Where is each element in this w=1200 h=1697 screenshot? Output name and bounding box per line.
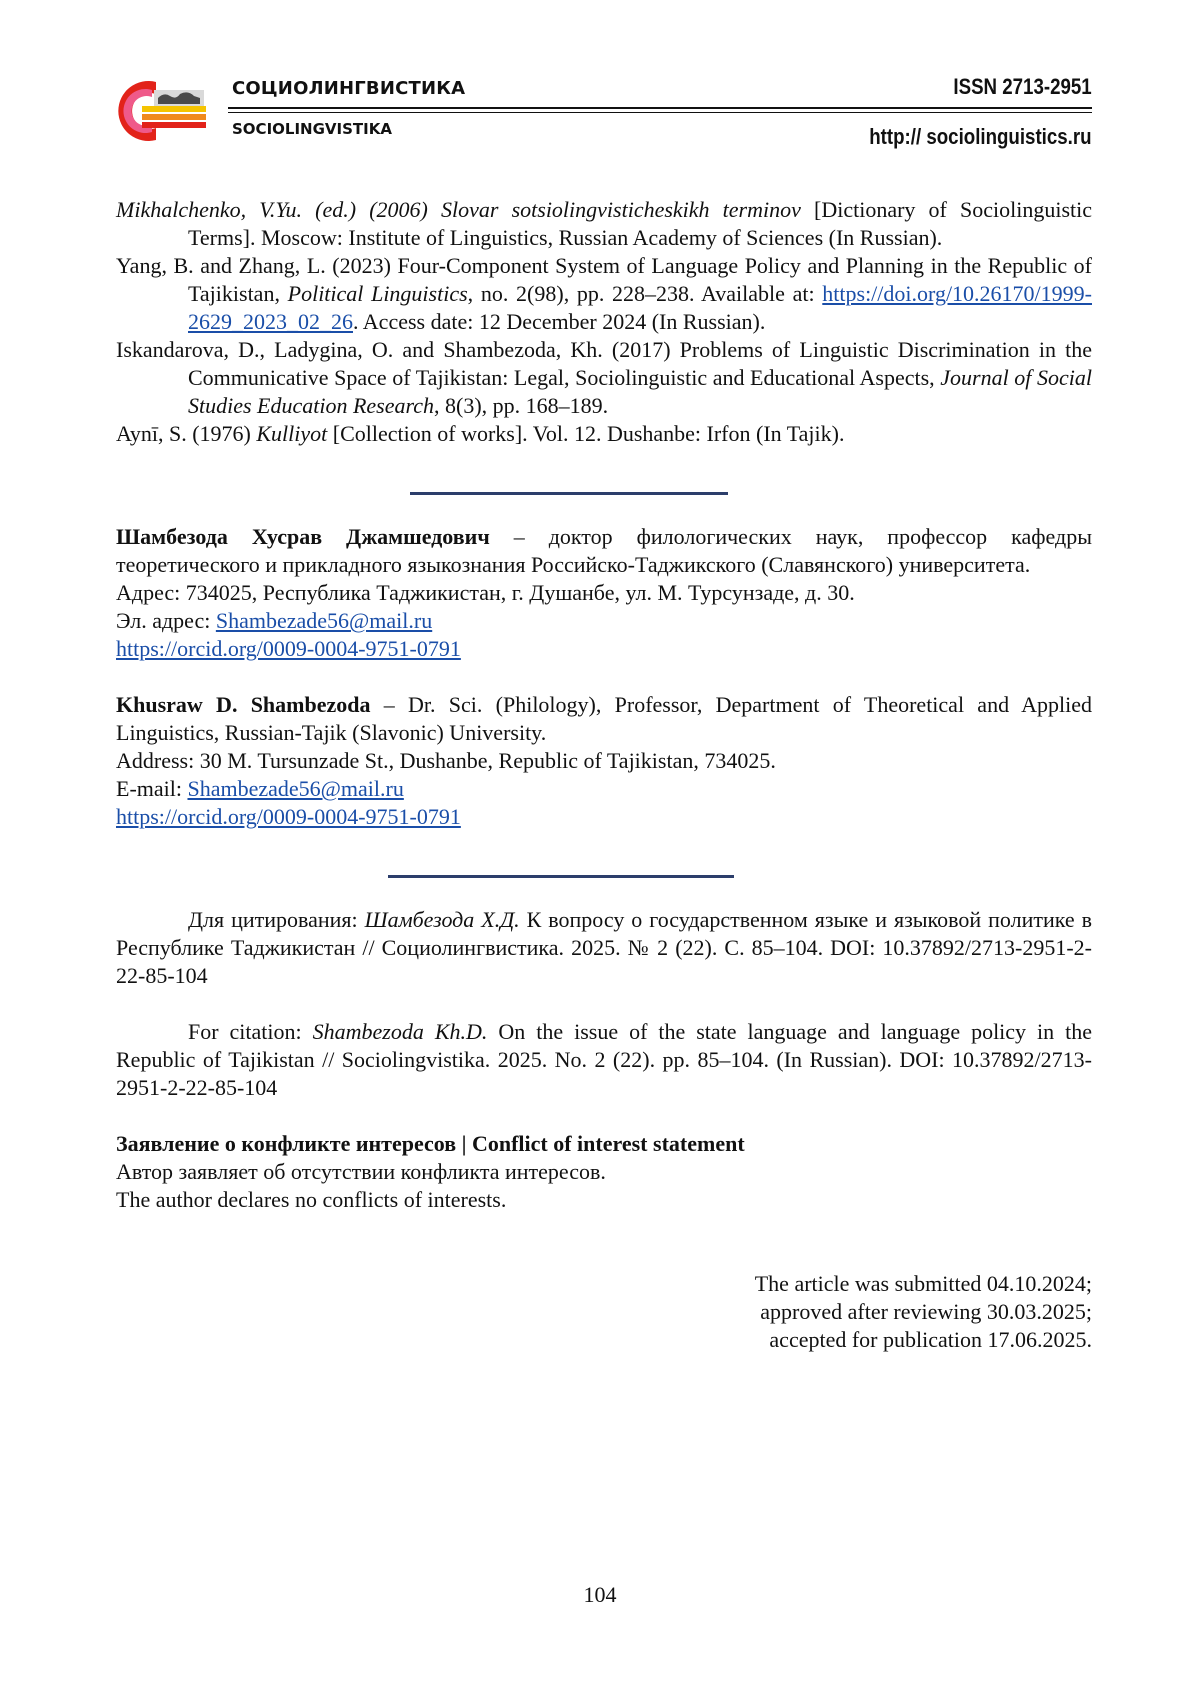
email-link[interactable]: Shambezade56@mail.ru (187, 776, 404, 801)
reference-item: Yang, B. and Zhang, L. (2023) Four-Component System of Language Policy and Planning in the Republic of Tajikistan, Political Linguistics, no. 2(98), pp. 228–238. Available at: https://doi.org/10.26170/1999-2629_2023_02_26. Access date: 12 December 2024 (In Russian). (116, 253, 1092, 334)
doi-link[interactable]: https://doi.org/10.26170/1999-2629_2023_02_26 (188, 281, 1092, 334)
orcid-link[interactable]: https://orcid.org/0009-0004-9751-0791 (116, 804, 461, 829)
email-link[interactable]: Shambezade56@mail.ru (215, 608, 433, 633)
author-email-ru: Эл. адрес: Shambezade56@mail.ru (116, 608, 433, 633)
conflict-heading: Заявление о конфликте интересов | Conflict of interest statement (116, 1131, 745, 1156)
header-rule-thin (228, 112, 1092, 113)
journal-name-en: SOCIOLINGVISTIKA (232, 120, 392, 138)
page-header (0, 0, 1200, 170)
orcid-link[interactable]: https://orcid.org/0009-0004-9751-0791 (116, 636, 461, 661)
section-separator (388, 875, 734, 878)
journal-logo-icon (108, 76, 210, 146)
reference-item: Aynī, S. (1976) Kulliyot [Collection of works]. Vol. 12. Dushanbe: Irfon (In Tajik). (116, 421, 845, 446)
header-rule (228, 107, 1092, 109)
submitted-date: The article was submitted 04.10.2024; (754, 1271, 1092, 1296)
citation-en: For citation: Shambezoda Kh.D. On the issue of the state language and language policy in the Republic of Tajikistan // Sociolingvistika. 2025. No. 2 (22). pp. 85–104. (In Russian). DOI: 10.37892/2713-2951-2-22-85-104 (116, 1019, 1093, 1100)
reference-item: Mikhalchenko, V.Yu. (ed.) (2006) Slovar sotsiolingvisticheskikh terminov [Dictionary of Sociolinguistic Terms]. Moscow: Institute of Linguistics, Russian Academy of Sciences (In Russian). (116, 197, 1093, 250)
website-url[interactable]: http:// sociolinguistics.ru (869, 124, 1092, 149)
page-number: 104 (583, 1582, 617, 1607)
conflict-text-en: The author declares no conflicts of interests. (116, 1187, 507, 1212)
author-info-ru: Шамбезода Хусрав Джамшедович – доктор филологических наук, профессор кафедры теоретического и прикладного языкознания Российско-Таджикского (Славянского) университета. (116, 524, 1092, 577)
issn: ISSN 2713-2951 (953, 74, 1092, 99)
page-content (116, 196, 1092, 1354)
journal-name-ru: СОЦИОЛИНГВИСТИКА (232, 78, 466, 99)
accepted-date: accepted for publication 17.06.2025. (769, 1327, 1092, 1352)
approved-date: approved after reviewing 30.03.2025; (760, 1299, 1092, 1324)
author-orcid-ru (116, 635, 1092, 663)
reference-item: Iskandarova, D., Ladygina, O. and Shambezoda, Kh. (2017) Problems of Linguistic Discrimination in the Communicative Space of Tajikistan: Legal, Sociolinguistic and Educational Aspects, Journal of Social Studies Education Research, 8(3), pp. 168–189. (116, 337, 1092, 418)
author-orcid-en (116, 803, 1092, 831)
author-email-en: E-mail: Shambezade56@mail.ru (116, 776, 404, 801)
author-address-ru: Адрес: 734025, Республика Таджикистан, г. Душанбе, ул. М. Турсунзаде, д. 30. (116, 580, 855, 605)
conflict-text-ru: Автор заявляет об отсутствии конфликта интересов. (116, 1159, 606, 1184)
author-info-en: Khusraw D. Shambezoda – Dr. Sci. (Philology), Professor, Department of Theoretical and Applied Linguistics, Russian-Tajik (Slavonic) University. (116, 692, 1092, 745)
article-dates (116, 1270, 1092, 1354)
citation-ru: Для цитирования: Шамбезода Х.Д. К вопросу о государственном языке и языковой политике в Республике Таджикистан // Социолингвистика. 2025. № 2 (22). С. 85–104. DOI: 10.37892/2713-2951-2-22-85-104 (116, 907, 1092, 988)
section-separator (410, 492, 728, 495)
author-address-en: Address: 30 M. Tursunzade St., Dushanbe, Republic of Tajikistan, 734025. (116, 748, 776, 773)
